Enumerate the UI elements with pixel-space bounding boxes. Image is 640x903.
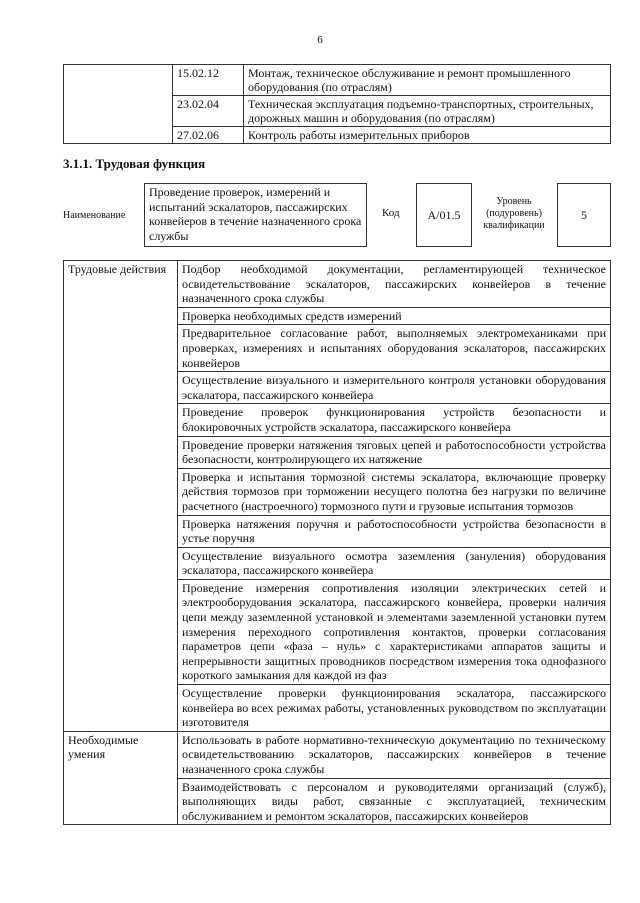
section-title: 3.1.1. Трудовая функция bbox=[63, 156, 206, 171]
name-cell: Техническая эксплуатация подъемно-транспортных, строительных, дорожных машин и оборудования (по отраслям) bbox=[244, 96, 611, 127]
skill-item: Взаимодействовать с персоналом и руководителями организаций (служб), выполняющих виды работ, связанные с эксплуатацией, техническим обслуживанием и ремонтом эскалаторов, пассажирских конвейеров bbox=[178, 778, 611, 825]
labor-action-item: Проведение проверок функционирования устройств безопасности и блокировочных устройств эскалатора, пассажирского конвейера bbox=[178, 404, 611, 436]
labor-action-item: Проверка натяжения поручня и работоспособности устройства безопасности в устье поручня bbox=[178, 515, 611, 547]
empty-cell bbox=[64, 65, 173, 144]
labor-actions-label: Трудовые действия bbox=[64, 261, 178, 732]
skills-label: Необходимые умения bbox=[64, 731, 178, 825]
labor-action-item: Осуществление визуального и измерительного контроля установки оборудования эскалатора, пассажирского конвейера bbox=[178, 372, 611, 404]
labor-function-table bbox=[63, 260, 611, 825]
labor-action-item: Подбор необходимой документации, регламентирующей техническое освидетельствование эскалаторов, пассажирских конвейеров в течение назначенного срока службы bbox=[178, 261, 611, 308]
name-cell: Контроль работы измерительных приборов bbox=[244, 127, 611, 144]
level-value-box: 5 bbox=[557, 183, 611, 247]
code-cell: 27.02.06 bbox=[173, 127, 244, 144]
name-cell: Монтаж, техническое обслуживание и ремонт промышленного оборудования (по отраслям) bbox=[244, 65, 611, 96]
name-label: Наименование bbox=[63, 210, 126, 221]
labor-action-item: Предварительное согласование работ, выполняемых электромеханиками при проверках, измерениях и испытаниях оборудования эскалаторов, пассажирских конвейеров bbox=[178, 325, 611, 372]
page-number: 6 bbox=[317, 34, 323, 46]
table-row bbox=[64, 261, 611, 308]
labor-action-item: Осуществление визуального осмотра заземления (зануления) оборудования эскалатора, пассажирского конвейера bbox=[178, 547, 611, 579]
code-cell: 23.02.04 bbox=[173, 96, 244, 127]
function-code-box: A/01.5 bbox=[416, 183, 472, 247]
labor-action-item: Осуществление проверки функционирования эскалатора, пассажирского конвейера во всех режимах работы, установленных руководством по эксплуатации изготовителя bbox=[178, 685, 611, 732]
skill-item: Использовать в работе нормативно-техническую документацию по техническому освидетельствованию эскалаторов, пассажирских конвейеров в течение назначенного срока службы bbox=[178, 731, 611, 778]
code-cell: 15.02.12 bbox=[173, 65, 244, 96]
function-name-box: Проведение проверок, измерений и испытаний эскалаторов, пассажирских конвейеров в течение назначенного срока службы bbox=[144, 183, 367, 247]
code-label: Код bbox=[382, 207, 400, 219]
table-row bbox=[64, 731, 611, 778]
level-label: Уровень (подуровень) квалификации bbox=[483, 196, 545, 231]
education-codes-table bbox=[63, 64, 611, 144]
table-row bbox=[64, 65, 611, 96]
labor-action-item: Проверка и испытания тормозной системы эскалатора, включающие проверку действия тормозов при торможении несущего полотна без нагрузки по величине расчетного (настроечного) тормозного пути и грузовые испытания тормозов bbox=[178, 468, 611, 515]
labor-action-item: Проведение измерения сопротивления изоляции электрических сетей и электрооборудования эскалатора, пассажирского конвейера, проверки наличия цепи между заземленной установкой и элементами заземленной установки путем измерения переходного сопротивления контактов, проверки согласования параметров цепи «фаза – нуль» с характеристиками аппаратов защиты и непрерывности защитных проводников посредством измерения тока однофазного короткого замыкания для каждой из фаз bbox=[178, 579, 611, 684]
labor-action-item: Проверка необходимых средств измерений bbox=[178, 307, 611, 325]
labor-action-item: Проведение проверки натяжения тяговых цепей и работоспособности устройства безопасности, контролирующего их натяжение bbox=[178, 436, 611, 468]
